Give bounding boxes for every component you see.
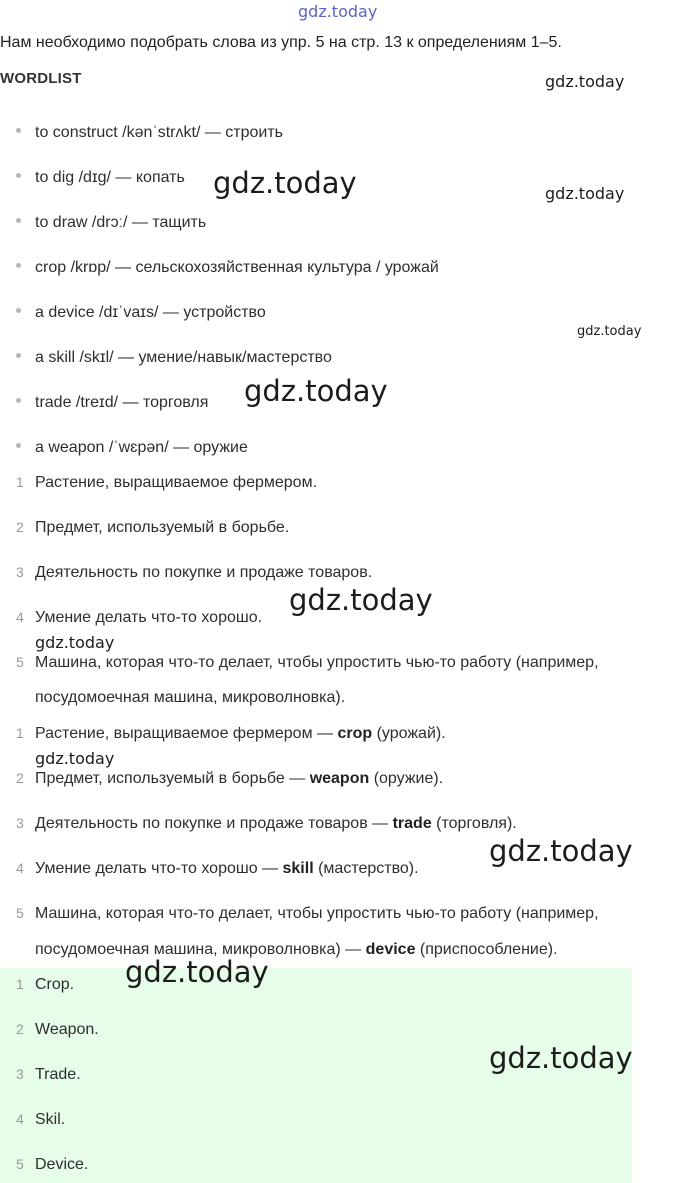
wordlist-item: to draw /drɔː/ — тащить: [16, 214, 206, 236]
watermark: gdz.today: [125, 955, 269, 989]
watermark: gdz.today: [289, 583, 433, 617]
answer-item: 5 Device.: [16, 1156, 89, 1173]
wordlist-item: to construct /kənˈstrʌkt/ — строить: [16, 124, 283, 146]
wordlist-item: crop /krɒp/ — сельскохозяйственная культура / урожай: [16, 259, 439, 281]
answer-item: 3 Trade.: [16, 1066, 81, 1083]
wordlist-item: trade /treɪd/ — торговля: [16, 394, 208, 416]
definition-item: 2 Предмет, используемый в борьбе.: [16, 519, 290, 536]
matched-item: 4 Умение делать что-то хорошо — skill (мастерство).: [16, 860, 419, 877]
matched-item: 3 Деятельность по покупке и продаже товаров — trade (торговля).: [16, 815, 517, 832]
watermark: gdz.today: [35, 749, 115, 768]
matched-item: 2 Предмет, используемый в борьбе — weapon (оружие).: [16, 770, 444, 787]
matched-item: 5 Машина, которая что-то делает, чтобы упростить чью-то работу (например,: [16, 905, 599, 922]
watermark: gdz.today: [545, 184, 625, 203]
bullet-icon: [16, 398, 21, 403]
watermark: gdz.today: [35, 633, 115, 652]
definition-item: 5 Машина, которая что-то делает, чтобы упростить чью-то работу (например,: [16, 654, 599, 671]
bullet-icon: [16, 128, 21, 133]
intro-text: Нам необходимо подобрать слова из упр. 5 на стр. 13 к определениям 1–5.: [0, 34, 562, 51]
definition-item: 3 Деятельность по покупке и продаже товаров.: [16, 564, 373, 581]
wordlist-item: a device /dɪˈvaɪs/ — устройство: [16, 304, 266, 326]
bullet-icon: [16, 308, 21, 313]
answer-item: 4 Skil.: [16, 1111, 66, 1128]
bullet-icon: [16, 263, 21, 268]
answer-item: 2 Weapon.: [16, 1021, 99, 1038]
bullet-icon: [16, 443, 21, 448]
bullet-icon: [16, 173, 21, 178]
watermark: gdz.today: [213, 166, 357, 200]
definition-continuation: посудомоечная машина, микроволновка).: [35, 689, 346, 706]
wordlist-heading: WORDLIST: [0, 70, 82, 87]
definition-item: 1 Растение, выращиваемое фермером.: [16, 474, 318, 491]
watermark: gdz.today: [489, 1041, 633, 1075]
header-watermark: gdz.today: [298, 2, 378, 21]
definition-item: 4 Умение делать что-то хорошо.: [16, 609, 263, 626]
answer-block: [0, 968, 632, 1183]
matched-continuation: посудомоечная машина, микроволновка) — device (приспособление).: [35, 941, 558, 958]
watermark: gdz.today: [545, 72, 625, 91]
matched-item: 1 Растение, выращиваемое фермером — crop (урожай).: [16, 725, 446, 742]
watermark: gdz.today: [489, 834, 633, 868]
watermark: gdz.today: [244, 374, 388, 408]
bullet-icon: [16, 353, 21, 358]
answer-item: 1 Crop.: [16, 976, 75, 993]
wordlist-item: to dig /dɪg/ — копать: [16, 169, 185, 191]
wordlist-item: a skill /skɪl/ — умение/навык/мастерство: [16, 349, 332, 371]
bullet-icon: [16, 218, 21, 223]
watermark: gdz.today: [577, 324, 642, 339]
wordlist-item: a weapon /ˈwɛpən/ — оружие: [16, 439, 248, 461]
